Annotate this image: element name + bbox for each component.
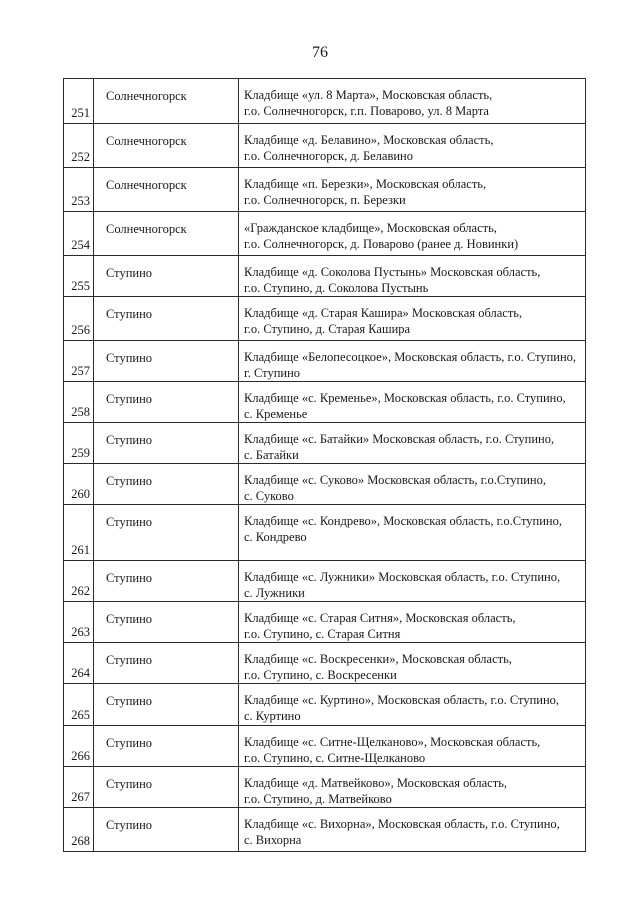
address-line: Кладбище «ул. 8 Марта», Московская область, <box>244 88 493 102</box>
table-row <box>64 297 586 341</box>
row-number: 260 <box>64 464 94 505</box>
address-line: г.о. Ступино, с. Воскресенки <box>244 668 397 682</box>
row-number: 256 <box>64 297 94 341</box>
address-cell <box>239 168 586 212</box>
municipality-cell: Ступино <box>94 464 239 505</box>
address-line: г.о. Ступино, д. Старая Кашира <box>244 322 411 336</box>
address-cell <box>239 464 586 505</box>
row-number: 263 <box>64 602 94 643</box>
address-line: г.о. Солнечногорск, д. Белавино <box>244 149 413 163</box>
address-cell <box>239 643 586 684</box>
address-line: Кладбище «д. Белавино», Московская область, <box>244 133 494 147</box>
address-line: г.о. Солнечногорск, г.п. Поварово, ул. 8 Марта <box>244 104 489 118</box>
municipality-cell: Солнечногорск <box>94 124 239 168</box>
row-number: 259 <box>64 423 94 464</box>
address-line: Кладбище «с. Батайки» Московская область, г.о. Ступино, <box>244 432 555 446</box>
address-line: Кладбище «с. Лужники» Московская область, г.о. Ступино, <box>244 570 561 584</box>
address-line: Кладбище «д. Матвейково», Московская область, <box>244 776 508 790</box>
address-cell <box>239 256 586 297</box>
table-row <box>64 767 586 808</box>
table-row <box>64 212 586 256</box>
address-line: с. Лужники <box>244 586 305 600</box>
address-line: Кладбище «д. Старая Кашира» Московская область, <box>244 306 523 320</box>
address-line: г.о. Ступино, д. Матвейково <box>244 792 392 806</box>
address-line: г. Ступино <box>244 366 301 380</box>
row-number: 255 <box>64 256 94 297</box>
address-line: Кладбище «с. Кременье», Московская область, г.о. Ступино, <box>244 391 566 405</box>
address-cell <box>239 561 586 602</box>
cemetery-table <box>63 78 586 852</box>
table-row <box>64 726 586 767</box>
municipality-cell: Ступино <box>94 726 239 767</box>
table-row <box>64 643 586 684</box>
municipality-cell: Ступино <box>94 602 239 643</box>
municipality-cell: Ступино <box>94 423 239 464</box>
table-row <box>64 341 586 382</box>
address-line: с. Батайки <box>244 448 299 462</box>
table-row <box>64 505 586 561</box>
address-line: Кладбище «д. Соколова Пустынь» Московская область, <box>244 265 541 279</box>
table-row <box>64 464 586 505</box>
table-row <box>64 79 586 124</box>
address-cell <box>239 341 586 382</box>
row-number: 257 <box>64 341 94 382</box>
address-line: Кладбище «Белопесоцкое», Московская область, г.о. Ступино, <box>244 350 577 364</box>
table-row <box>64 124 586 168</box>
address-cell <box>239 505 586 561</box>
address-line: Кладбище «с. Суково» Московская область, г.о.Ступино, <box>244 473 546 487</box>
address-cell <box>239 79 586 124</box>
address-line: г.о. Ступино, д. Соколова Пустынь <box>244 281 429 295</box>
address-line: с. Вихорна <box>244 833 302 847</box>
municipality-cell: Ступино <box>94 382 239 423</box>
address-line: г.о. Солнечногорск, п. Березки <box>244 193 406 207</box>
table-row <box>64 684 586 726</box>
address-cell <box>239 212 586 256</box>
municipality-cell: Ступино <box>94 297 239 341</box>
address-line: Кладбище «с. Ситне-Щелканово», Московская область, <box>244 735 541 749</box>
table-row <box>64 561 586 602</box>
row-number: 253 <box>64 168 94 212</box>
address-line: с. Кондрево <box>244 530 307 544</box>
address-line: г.о. Солнечногорск, д. Поварово (ранее д. Новинки) <box>244 237 519 251</box>
address-cell <box>239 124 586 168</box>
row-number: 258 <box>64 382 94 423</box>
row-number: 261 <box>64 505 94 561</box>
page-number: 76 <box>312 44 328 61</box>
table-row <box>64 256 586 297</box>
address-cell <box>239 297 586 341</box>
address-cell <box>239 808 586 852</box>
row-number: 251 <box>64 79 94 124</box>
table-row <box>64 168 586 212</box>
row-number: 268 <box>64 808 94 852</box>
address-line: с. Куртино <box>244 709 301 723</box>
address-cell <box>239 767 586 808</box>
address-line: Кладбище «с. Старая Ситня», Московская область, <box>244 611 516 625</box>
row-number: 254 <box>64 212 94 256</box>
address-line: с. Кременье <box>244 407 308 421</box>
row-number: 262 <box>64 561 94 602</box>
municipality-cell: Солнечногорск <box>94 212 239 256</box>
municipality-cell: Ступино <box>94 561 239 602</box>
address-line: Кладбище «п. Березки», Московская область, <box>244 177 487 191</box>
address-line: г.о. Ступино, с. Ситне-Щелканово <box>244 751 426 765</box>
address-cell <box>239 423 586 464</box>
table-row <box>64 423 586 464</box>
municipality-cell: Ступино <box>94 684 239 726</box>
address-line: Кладбище «с. Куртино», Московская область, г.о. Ступино, <box>244 693 560 707</box>
address-line: Кладбище «с. Кондрево», Московская область, г.о.Ступино, <box>244 514 562 528</box>
row-number: 267 <box>64 767 94 808</box>
cemetery-table-body <box>64 79 586 852</box>
municipality-cell: Ступино <box>94 808 239 852</box>
row-number: 265 <box>64 684 94 726</box>
address-line: с. Суково <box>244 489 294 503</box>
municipality-cell: Солнечногорск <box>94 79 239 124</box>
municipality-cell: Ступино <box>94 505 239 561</box>
row-number: 266 <box>64 726 94 767</box>
address-cell <box>239 684 586 726</box>
row-number: 264 <box>64 643 94 684</box>
municipality-cell: Ступино <box>94 341 239 382</box>
row-number: 252 <box>64 124 94 168</box>
address-cell <box>239 726 586 767</box>
table-row <box>64 382 586 423</box>
address-line: Кладбище «с. Воскресенки», Московская область, <box>244 652 512 666</box>
address-line: Кладбище «с. Вихорна», Московская область, г.о. Ступино, <box>244 817 560 831</box>
address-cell <box>239 602 586 643</box>
municipality-cell: Солнечногорск <box>94 168 239 212</box>
address-line: г.о. Ступино, с. Старая Ситня <box>244 627 401 641</box>
address-line: «Гражданское кладбище», Московская область, <box>244 221 497 235</box>
table-row <box>64 808 586 852</box>
address-cell <box>239 382 586 423</box>
municipality-cell: Ступино <box>94 256 239 297</box>
municipality-cell: Ступино <box>94 643 239 684</box>
table-row <box>64 602 586 643</box>
municipality-cell: Ступино <box>94 767 239 808</box>
